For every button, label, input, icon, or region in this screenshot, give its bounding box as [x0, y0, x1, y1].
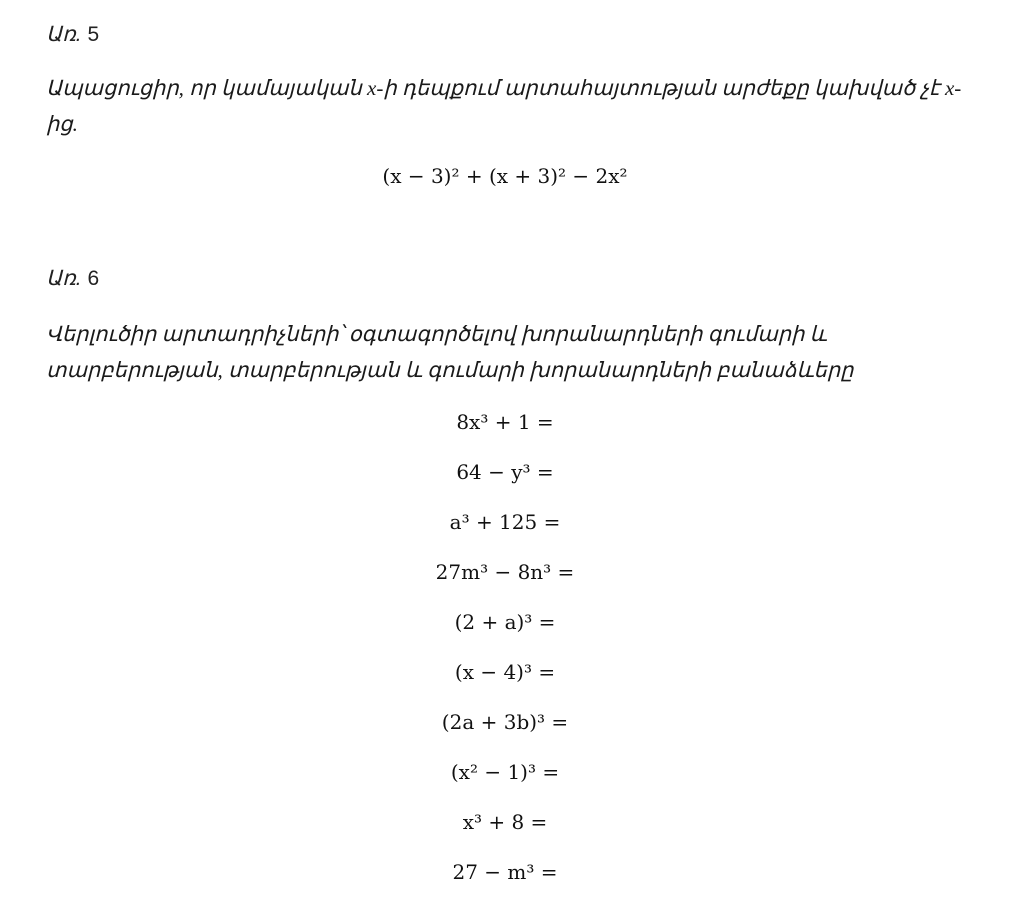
exercise-6-expression: 27m³ − 8n³ =: [435, 560, 575, 584]
exercise-5-label: Առ.: [46, 23, 82, 46]
exercise-5-number: 5: [87, 23, 100, 46]
exercise-6-expression: (2 + a)³ =: [454, 610, 556, 634]
exercise-5-expression: [0, 164, 1010, 188]
exercise-6-number: 6: [87, 267, 100, 290]
exercise-6-expression: (x − 4)³ =: [454, 660, 556, 684]
exercise-6-expression: a³ + 125 =: [449, 510, 561, 534]
exercise-6-expression: x³ + 8 =: [462, 810, 548, 834]
exercise-5-expression-text: (x − 3)² + (x + 3)² − 2x²: [382, 164, 628, 188]
exercise-5-heading: [46, 22, 99, 47]
exercise-6-heading: [46, 266, 99, 291]
exercise-6-expression: (2a + 3b)³ =: [441, 710, 569, 734]
exercise-6-expression: 64 − y³ =: [456, 460, 554, 484]
exercise-6-expression: 8x³ + 1 =: [456, 410, 554, 434]
exercise-6-expression: (x² − 1)³ =: [450, 760, 560, 784]
exercise-6-text: Վերլուծիր արտադրիչների՝ օգտագործելով խորանարդների գումարի և տարբերության, տարբերության և գումարի խորանարդների բանաձևերը: [46, 322, 854, 382]
exercise-6-expression: 27 − m³ =: [452, 860, 558, 884]
exercise-6-label: Առ.: [46, 267, 82, 290]
exercise-5-text: Ապացուցիր, որ կամայական x-ի դեպքում արտահայտության արժեքը կախված չէ x-ից.: [46, 76, 962, 136]
